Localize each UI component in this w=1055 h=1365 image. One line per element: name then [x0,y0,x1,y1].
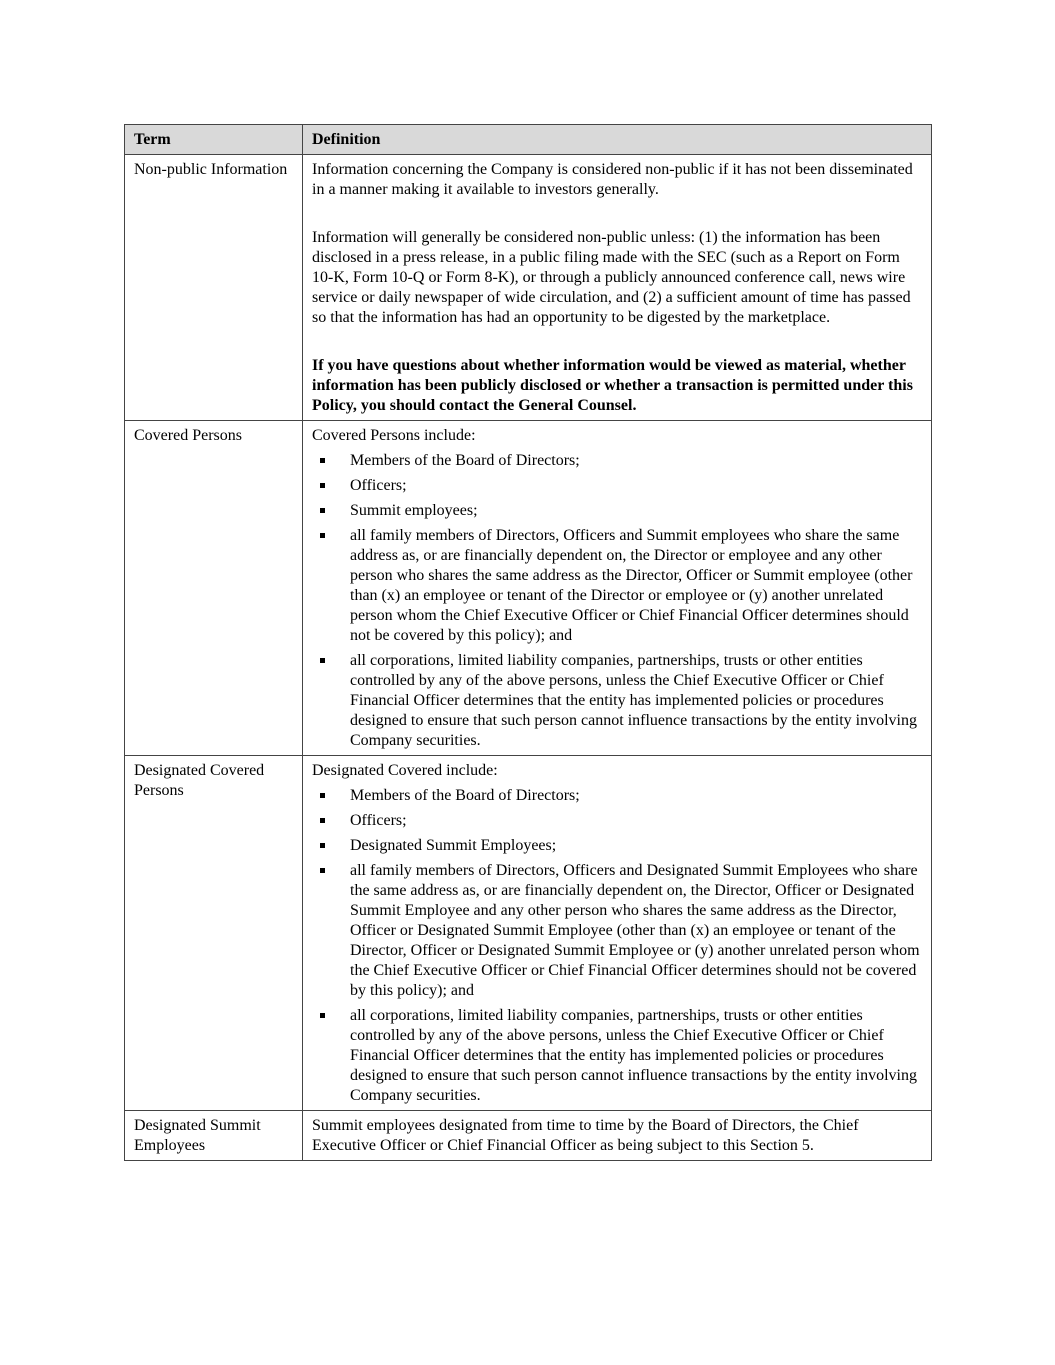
table-row-non-public-information [125,155,932,421]
header-definition: Definition [303,125,932,155]
table-row-covered-persons [125,421,932,756]
list-item: Officers; [312,476,922,496]
definition-cell [303,421,932,756]
list-item: Members of the Board of Directors; [312,451,922,471]
definition-cell [303,1111,932,1161]
list-item: all family members of Directors, Officers and Designated Summit Employees who share the same address as, or are financially dependent on, the Director, Officer or Designated Summit Employee and any other person who shares the same address as the Director, Officer or Designated Summit Employee (other than (x) an employee or tenant of the Director, Officer or Designated Summit Employee or (y) another unrelated person whom the Chief Executive Officer or Chief Financial Officer determines should not be covered by this policy); and [312,861,922,1001]
list-item: all family members of Directors, Officers and Summit employees who share the same address as, or are financially dependent on, the Director or employee and any other person who shares the same address as the Director, Officer or Summit employee (other than (x) an employee or tenant of the Director or employee or (y) another unrelated person whom the Chief Executive Officer or Chief Financial Officer determines should not be covered by this policy); and [312,526,922,646]
definition-paragraph: Information will generally be considered non-public unless: (1) the information has been disclosed in a press release, in a public filing made with the SEC (such as a Report on Form 10-K, Form 10-Q or Form 8-K), or through a publicly announced conference call, news wire service or daily newspaper of wide circulation, and (2) a sufficient amount of time has passed so that the information has had an opportunity to be digested by the marketplace. [312,229,911,326]
definition-intro: Covered Persons include: [312,427,476,444]
list-item: Officers; [312,811,922,831]
definition-paragraph: Information concerning the Company is considered non-public if it has not been disseminated in a manner making it available to investors generally. [312,161,913,198]
bullet-list [312,451,922,751]
table-row-designated-summit-employees [125,1111,932,1161]
list-item: Designated Summit Employees; [312,836,922,856]
term-cell: Non-public Information [125,155,303,421]
list-item: Members of the Board of Directors; [312,786,922,806]
table-row-designated-covered-persons [125,756,932,1111]
definition-intro: Designated Covered include: [312,762,498,779]
list-item: Summit employees; [312,501,922,521]
term-cell: Designated Covered Persons [125,756,303,1111]
list-item: all corporations, limited liability companies, partnerships, trusts or other entities controlled by any of the above persons, unless the Chief Executive Officer or Chief Financial Officer determines that the entity has implemented policies or procedures designed to ensure that such person cannot influence transactions by the entity involving Company securities. [312,1006,922,1106]
definition-cell [303,155,932,421]
definition-paragraph: Summit employees designated from time to time by the Board of Directors, the Chief Executive Officer or Chief Financial Officer as being subject to this Section 5. [312,1117,859,1154]
table-header-row [125,125,932,155]
definitions-table [124,124,932,1161]
bullet-list [312,786,922,1106]
contact-notice: If you have questions about whether information would be viewed as material, whether information has been publicly disclosed or whether a transaction is permitted under this Policy, you should contact the General Counsel. [312,357,913,414]
term-cell: Designated Summit Employees [125,1111,303,1161]
term-cell: Covered Persons [125,421,303,756]
definition-cell [303,756,932,1111]
list-item: all corporations, limited liability companies, partnerships, trusts or other entities controlled by any of the above persons, unless the Chief Executive Officer or Chief Financial Officer determines that the entity has implemented policies or procedures designed to ensure that such person cannot influence transactions by the entity involving Company securities. [312,651,922,751]
header-term: Term [125,125,303,155]
